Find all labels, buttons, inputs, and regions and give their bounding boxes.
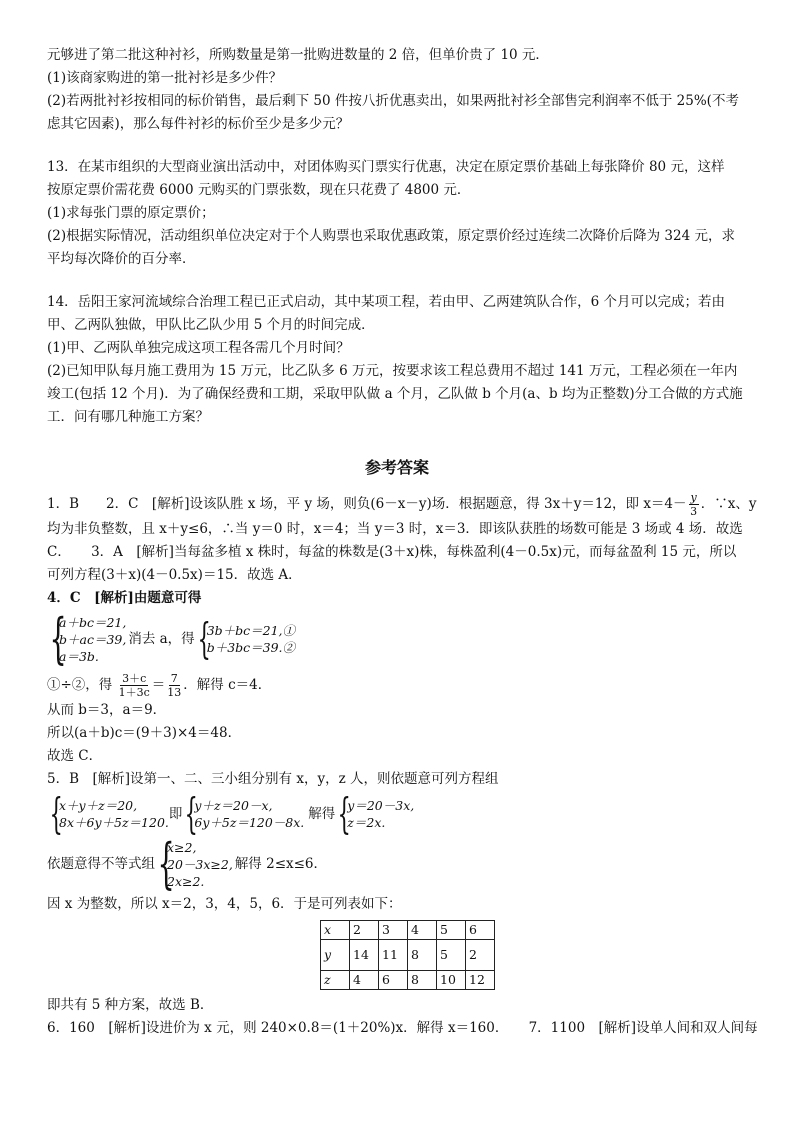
answer-line-4: 可列方程(3＋x)(4－0.5x)＝15．故选 A．: [47, 567, 302, 583]
q13-sub1: (1)求每张门票的原定票价；: [47, 205, 215, 221]
eq-3: a＝3b.: [59, 648, 99, 664]
table-cell: 2: [350, 921, 379, 940]
q12-sub2b: 虑其它因素)，那么每件衬衫的标价至少是多少元？: [47, 116, 350, 132]
answer-line-7: 从而 b＝3，a＝9．: [47, 702, 167, 718]
eq-9: 6y＋5z＝120－8x.: [194, 815, 305, 830]
answer-line-9: 故选 C．: [47, 748, 103, 764]
eq-7: 8x＋6y＋5z＝120.: [59, 815, 169, 830]
table-cell: 4: [350, 971, 379, 990]
inequality-pre: 依题意得不等式组: [47, 855, 155, 872]
table-cell: 8: [408, 971, 437, 990]
fraction-7-13: [167, 672, 181, 699]
table-cell: 6: [379, 971, 408, 990]
equation-system-3: [47, 789, 169, 838]
ineq-3: 2x≥2.: [167, 873, 205, 889]
equation-system-4: [182, 789, 305, 838]
left-brace-icon: {: [197, 614, 211, 663]
left-brace-icon: {: [49, 607, 67, 670]
answer-6-pre: ①÷②，得: [47, 677, 113, 693]
answer-1-text: 1．B 2．C [解析]设该队胜 x 场，平 y 场，则负(6－x－y)场．根据题意，得 3x＋y＝12，即 x＝4－: [47, 496, 687, 512]
answer-6-post: ．解得 c＝4．: [183, 677, 272, 693]
answer-line-12: 因 x 为整数，所以 x＝2，3，4，5，6．于是可列表如下：: [47, 896, 402, 912]
answer-line-3: C． 3．A [解析]当每盆多植 x 株时，每盆的株数是(3＋x)株，每株盈利(4－0.5x)元，而每盆盈利 15 元，所以: [47, 544, 737, 560]
inequality-system: [155, 832, 233, 895]
table-cell: 5: [437, 940, 466, 971]
answer-line-6: [47, 672, 747, 699]
q14-sub1: (1)甲、乙两队单独完成这项工程各需几个月时间？: [47, 340, 350, 356]
table-row: [321, 940, 495, 971]
document-page: [47, 44, 758, 1040]
answer-line-14: 6．160 [解析]设进价为 x 元，则 240×0.8＝(1＋20%)x．解得 x＝160． 7．1100 [解析]设单人间和双人间每: [47, 1020, 758, 1036]
solutions-table: [320, 920, 495, 990]
fraction-numerator: 7: [170, 672, 178, 685]
fraction-y-over-3: [689, 491, 699, 518]
q14-line1: 14．岳阳王家河流域综合治理工程已正式启动，其中某项工程，若由甲、乙两建筑队合作，6 个月可以完成；若由: [47, 294, 726, 310]
answer-1-tail: ．∵x、y: [700, 496, 757, 512]
table-cell: 4: [408, 921, 437, 940]
q14-line2: 甲、乙两队独做，甲队比乙队少用 5 个月的时间完成．: [47, 317, 375, 333]
q13-line1: 13．在某市组织的大型商业演出活动中，对团体购买门票实行优惠，决定在原定票价基础上每张降价 80 元，这样: [47, 159, 725, 175]
table-cell: 14: [350, 940, 379, 971]
left-brace-icon: {: [157, 832, 175, 895]
q13-sub2b: 平均每次降价的百分率．: [47, 251, 196, 267]
eq-5: b＋3bc＝39.②: [206, 640, 296, 655]
q12-line1: 元够进了第二批这种衬衫，所购数量是第一批购进数量的 2 倍，但单价贵了 10 元．: [47, 47, 549, 63]
table-cell: 10: [437, 971, 466, 990]
fraction-numerator: 3＋c: [122, 672, 147, 685]
fraction-3c: [119, 672, 150, 699]
table-row: [321, 971, 495, 990]
equation-system-1: [47, 607, 127, 670]
eq-10: y＝20－3x,: [347, 798, 415, 813]
answer-line-10: 5．B [解析]设第一、二、三小组分别有 x，y，z 人，则依题意可列方程组: [47, 771, 499, 787]
eq-4: 3b＋bc＝21,①: [206, 623, 296, 638]
q13-sub2a: (2)根据实际情况，活动组织单位决定对于个人购票也采取优惠政策，原定票价经过连续二次降价后降为 324 元，求: [47, 228, 735, 244]
table-cell: x: [321, 921, 350, 940]
fraction-denominator: 1＋3c: [118, 686, 150, 699]
ineq-1: x≥2,: [167, 839, 197, 855]
system-mid-text: 即: [168, 805, 183, 822]
q14-sub2a: (2)已知甲队每月施工费用为 15 万元，比乙队多 6 万元，按要求该工程总费用不超过 141 万元，工程必须在一年内: [47, 363, 738, 379]
q12-sub2a: (2)若两批衬衫按相同的标价销售，最后剩下 50 件按八折优惠卖出，如果两批衬衫全部售完利润率不低于 25%(不考: [47, 93, 739, 109]
table-cell: 2: [466, 940, 495, 971]
fraction-numerator: y: [690, 491, 697, 504]
table-cell: 12: [466, 971, 495, 990]
q13-line2: 按原定票价需花费 6000 元购买的门票张数，现在只花费了 4800 元．: [47, 182, 471, 198]
inequality-row: [47, 832, 747, 895]
answer-line-1: [47, 491, 757, 518]
equation-system-2: [195, 614, 296, 663]
table-cell: z: [321, 971, 350, 990]
left-brace-icon: {: [49, 789, 63, 838]
left-brace-icon: {: [184, 789, 199, 838]
fraction-denominator: 13: [167, 686, 182, 699]
eq-11: z＝2x.: [347, 815, 386, 830]
table-cell: 11: [379, 940, 408, 971]
eq-1: a＋bc＝21,: [59, 614, 127, 630]
eq-8: y＋z＝20－x,: [194, 798, 273, 813]
left-brace-icon: {: [337, 789, 352, 838]
answer-line-5: 4．C [解析]由题意可得: [47, 590, 202, 606]
table-cell: 5: [437, 921, 466, 940]
eq-6: x＋y＋z＝20,: [59, 798, 138, 813]
system-mid-text: 解得: [308, 805, 336, 822]
system-of-equations-row: [47, 607, 747, 670]
q14-sub2b: 竣工(包括 12 个月)．为了确保经费和工期，采取甲队做 a 个月，乙队做 b 个月(a、b 均为正整数)分工合做的方式施: [47, 386, 743, 402]
ineq-2: 20－3x≥2,: [167, 856, 233, 872]
q12-sub1: (1)该商家购进的第一批衬衫是多少件？: [47, 70, 283, 86]
answer-line-13: 即共有 5 种方案，故选 B．: [47, 997, 214, 1013]
system-mid-text: 消去 a，得: [128, 630, 195, 647]
answer-line-2: 均为非负整数，且 x＋y≤6，∴当 y＝0 时，x＝4；当 y＝3 时，x＝3．即该队获胜的场数可能是 3 场或 4 场．故选: [47, 521, 743, 537]
table-cell: 8: [408, 940, 437, 971]
fraction-denominator: 3: [690, 505, 698, 518]
equals-sign: ＝: [151, 677, 166, 693]
eq-2: b＋ac＝39,: [59, 631, 127, 647]
q14-sub2c: 工．问有哪几种施工方案？: [47, 409, 209, 425]
table-cell: y: [321, 940, 350, 971]
table-cell: 6: [466, 921, 495, 940]
table-cell: 3: [379, 921, 408, 940]
equation-system-5: [335, 789, 415, 838]
system-of-equations-row-2: [47, 789, 747, 838]
answer-line-8: 所以(a＋b)c＝(9＋3)×4＝48．: [47, 725, 242, 741]
answers-title: 参考答案: [364, 458, 429, 477]
table-row: [321, 921, 495, 940]
inequality-post: 解得 2≤x≤6．: [234, 855, 328, 872]
